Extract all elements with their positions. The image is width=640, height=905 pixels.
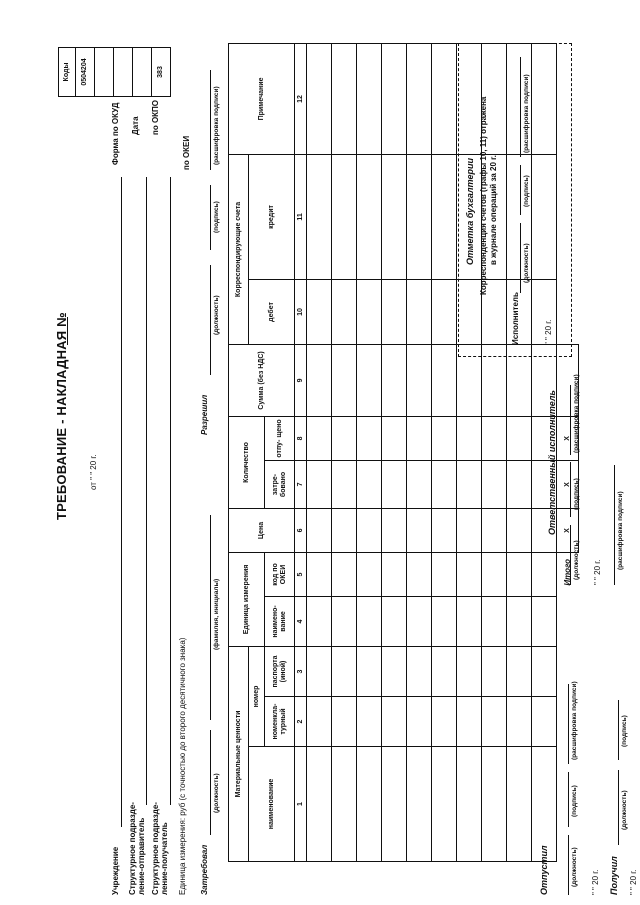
okei-code: 383 xyxy=(152,48,171,97)
accounting-line1: Корреспонденция счетов (графы 10, 11) отражена xyxy=(479,96,488,295)
received-sign-hint: (подпись) xyxy=(621,715,628,747)
received-position-hint: (должность) xyxy=(621,790,628,830)
allowed-decode-line[interactable] xyxy=(210,70,211,170)
responsible-decode-line[interactable] xyxy=(570,385,571,455)
okud-label: Форма по ОКУД xyxy=(111,102,120,165)
table-row[interactable] xyxy=(407,43,432,861)
requested-fio-line[interactable] xyxy=(210,515,211,720)
allowed-position-line[interactable] xyxy=(210,265,211,375)
accounting-position-hint: (должность) xyxy=(523,243,530,283)
responsible-decode-hint: (расшифровка подписи) xyxy=(573,374,580,453)
responsible-extra-line[interactable] xyxy=(614,465,615,585)
table-row[interactable] xyxy=(382,43,407,861)
institution-line[interactable] xyxy=(121,177,122,827)
form-number-line xyxy=(67,317,68,345)
released-position-line[interactable] xyxy=(568,835,569,895)
accounting-sign-line[interactable] xyxy=(520,165,521,215)
table-row[interactable] xyxy=(357,43,382,861)
accounting-decode-hint: (расшифровка подписи) xyxy=(523,74,530,153)
allowed-sign-line[interactable] xyxy=(210,185,211,250)
col-number: 2 xyxy=(295,697,307,747)
dept-sender-label-2: ление-отправитель xyxy=(137,817,146,895)
requested-position-line[interactable] xyxy=(210,730,211,835)
table-row[interactable] xyxy=(432,43,457,861)
released-position-hint: (должность) xyxy=(571,847,578,887)
dept-sender-line[interactable] xyxy=(146,177,147,805)
col-number: 8 xyxy=(295,416,307,460)
h-qty-rel: отпу- щено xyxy=(265,416,295,460)
col-number: 3 xyxy=(295,646,307,696)
form-date-line: от " " 20 г. xyxy=(89,454,98,490)
date-label: Дата xyxy=(131,116,140,135)
accounting-position-line[interactable] xyxy=(520,223,521,293)
accounting-executor-label: Исполнитель xyxy=(511,292,520,345)
accounting-date: " " 20 г. xyxy=(544,319,553,345)
col-number: 6 xyxy=(295,508,307,552)
codes-box xyxy=(58,47,171,97)
released-sign-line[interactable] xyxy=(568,772,569,827)
dept-receiver-label-1: Структурное подразде- xyxy=(151,802,160,895)
accounting-decode-line[interactable] xyxy=(520,57,521,157)
released-decode-hint: (расшифровка подписи) xyxy=(571,681,578,760)
col-number: 12 xyxy=(295,43,307,154)
total-x: X xyxy=(557,460,579,508)
h-unit-code: код по ОКЕИ xyxy=(265,552,295,596)
okei-label: по ОКЕИ xyxy=(182,135,191,170)
responsible-position-hint: (должность) xyxy=(573,540,580,580)
h-number: номер xyxy=(249,646,265,746)
okpo-code-cell[interactable] xyxy=(114,48,133,97)
col-number: 11 xyxy=(295,154,307,279)
allowed-position-hint: (должность) xyxy=(213,295,220,335)
total-label: Итого xyxy=(562,558,572,586)
received-date: " " 20 г. xyxy=(629,869,638,895)
total-x: X xyxy=(557,508,579,552)
responsible-extra-hint: (расшифровка подписи) xyxy=(617,491,624,570)
released-decode-line[interactable] xyxy=(568,684,569,764)
accounting-title: Отметка бухгалтерии xyxy=(465,158,475,265)
h-qty-req: затре- бовано xyxy=(265,460,295,508)
okpo-label: по ОКПО xyxy=(151,99,160,135)
codes-header: Коды xyxy=(59,48,76,97)
dept-receiver-label-2: ление-получатель xyxy=(160,822,169,895)
responsible-sign-line[interactable] xyxy=(570,462,571,517)
responsible-date: " " 20 г. xyxy=(593,559,602,585)
table-row[interactable] xyxy=(307,43,332,861)
col-number: 4 xyxy=(295,596,307,646)
dept-sender-label-1: Структурное подразде- xyxy=(128,802,137,895)
h-note: Примечание xyxy=(229,43,295,154)
responsible-sign-hint: (подпись) xyxy=(573,478,580,510)
responsible-label: Ответственный исполнитель xyxy=(547,390,557,535)
h-name: наименование xyxy=(249,747,295,862)
okud-code: 0504204 xyxy=(76,48,95,97)
date-code-cell[interactable] xyxy=(95,48,114,97)
accounting-sign-hint: (подпись) xyxy=(523,175,530,207)
h-passport: паспорта (иной) xyxy=(265,646,295,696)
released-date: " " 20 г. xyxy=(591,869,600,895)
col-number: 1 xyxy=(295,747,307,862)
institution-label: Учреждение xyxy=(111,846,120,895)
total-x: X xyxy=(557,416,579,460)
requested-position-hint: (должность) xyxy=(213,773,220,813)
table-row[interactable] xyxy=(332,43,357,861)
col-number: 7 xyxy=(295,460,307,508)
h-nomen: номенкла- турный xyxy=(265,697,295,747)
h-qty: Количество xyxy=(229,416,265,508)
received-position-line[interactable] xyxy=(618,770,619,845)
h-debit: дебет xyxy=(249,279,295,344)
h-unit-name: наимено- вание xyxy=(265,596,295,646)
blank-code-cell[interactable] xyxy=(133,48,152,97)
dept-receiver-line[interactable] xyxy=(170,177,171,805)
allowed-sign-hint: (подпись) xyxy=(213,201,220,233)
released-sign-hint: (подпись) xyxy=(571,785,578,817)
form-title: ТРЕБОВАНИЕ - НАКЛАДНАЯ № xyxy=(54,312,69,520)
responsible-position-line[interactable] xyxy=(570,525,571,585)
received-sign-line[interactable] xyxy=(618,700,619,760)
col-number: 5 xyxy=(295,552,307,596)
accounting-line2: в журнале операций за 20 г. xyxy=(489,155,498,265)
allowed-decode-hint: (расшифровка подписи) xyxy=(213,86,220,165)
col-number: 9 xyxy=(295,344,307,416)
h-price: Цена xyxy=(229,508,295,552)
requested-fio-hint: (фамилия, инициалы) xyxy=(213,578,220,650)
received-label: Получил xyxy=(609,856,619,895)
h-credit: кредит xyxy=(249,154,295,279)
unit-label: Единица измерения: руб (с точностью до второго десятичного знака) xyxy=(178,637,187,895)
h-sum: Сумма (без НДС) xyxy=(229,344,295,416)
released-label: Отпустил xyxy=(539,845,549,895)
allowed-label: Разрешил xyxy=(200,394,209,435)
col-number: 10 xyxy=(295,279,307,344)
requested-label: Затребовал xyxy=(200,844,209,895)
h-corr: Корреспондирующие счета xyxy=(229,154,249,344)
h-material: Материальные ценности xyxy=(229,646,249,861)
h-unit: Единица измерения xyxy=(229,552,265,646)
